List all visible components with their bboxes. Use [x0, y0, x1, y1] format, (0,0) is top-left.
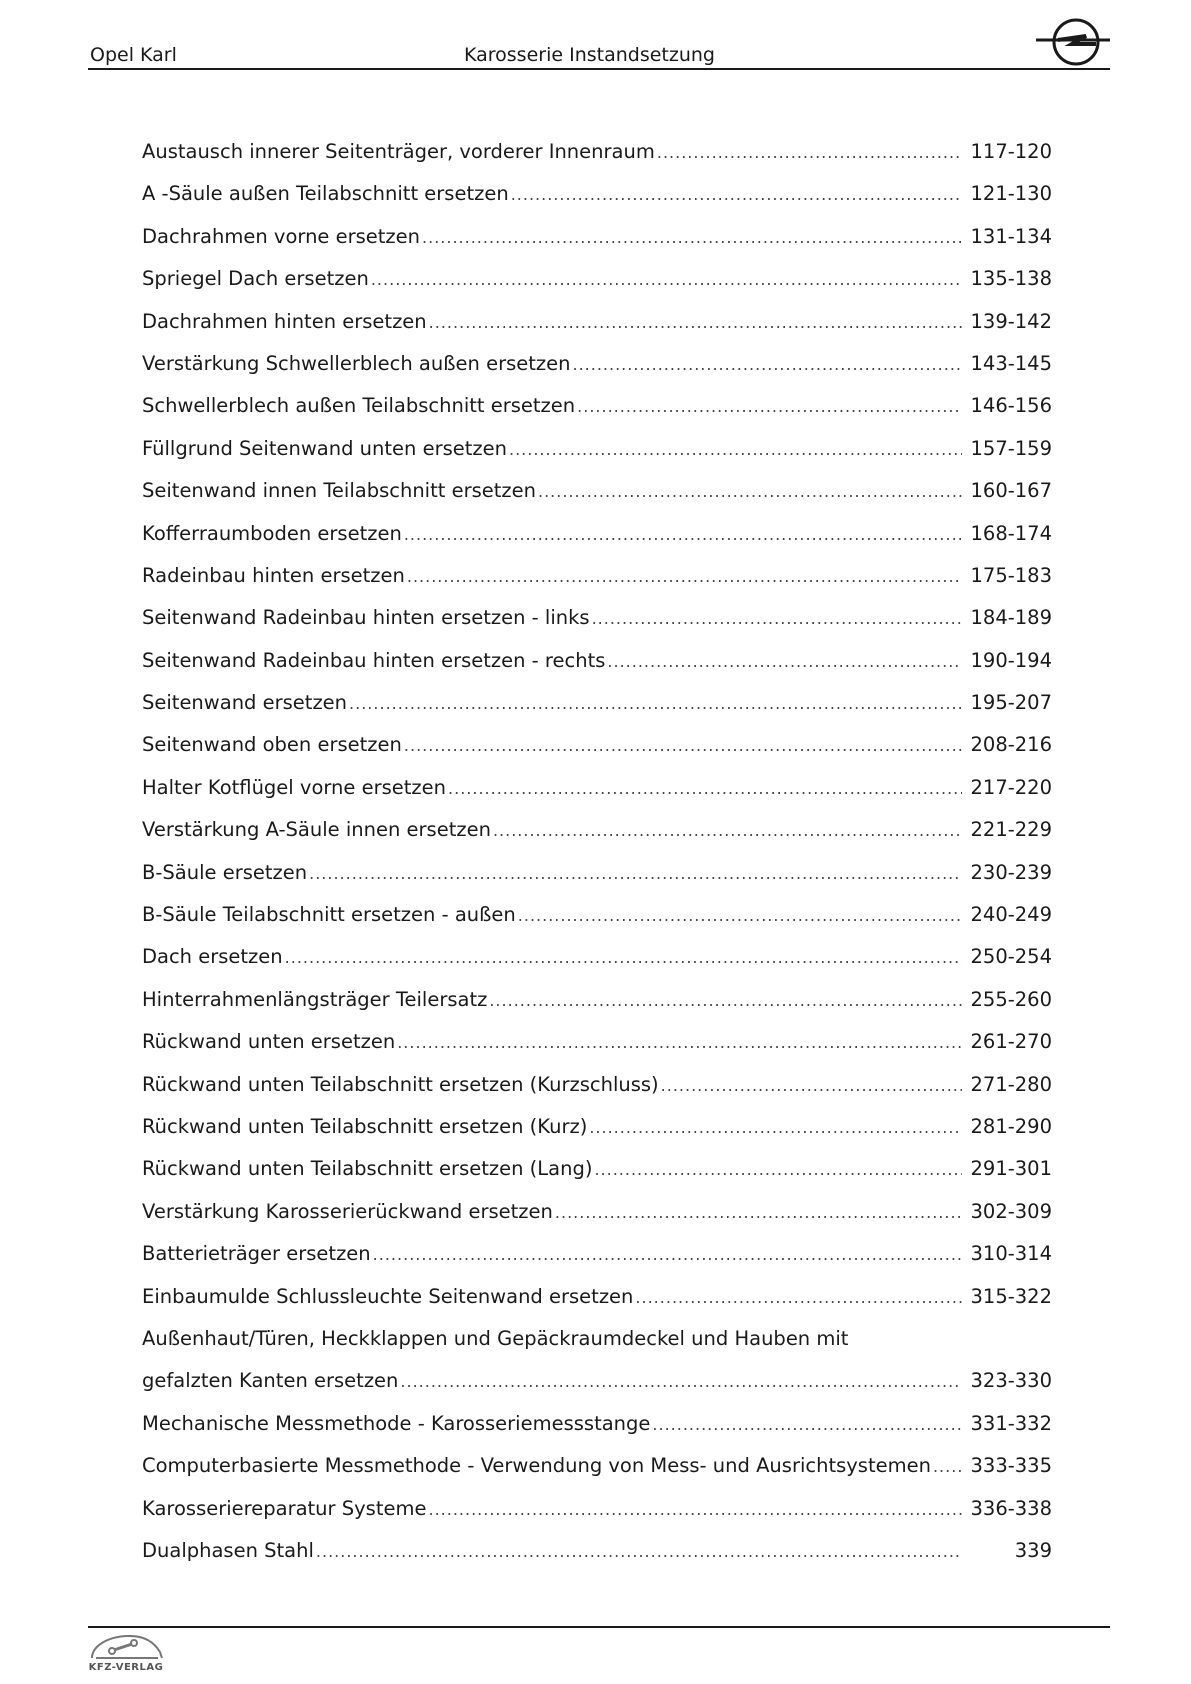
toc-entry[interactable] [142, 182, 1052, 224]
toc-entry[interactable] [142, 818, 1052, 860]
opel-logo-icon [1036, 14, 1110, 70]
toc-entry-title: Dualphasen Stahl [142, 1538, 314, 1562]
toc-entry-page: 117-120 [970, 140, 1052, 163]
toc-entry-title: Rückwand unten Teilabschnitt ersetzen (Kurz) [142, 1114, 588, 1138]
toc-entry-title: Spriegel Dach ersetzen [142, 267, 369, 291]
toc-entry-page: 255-260 [970, 987, 1052, 1011]
toc-leader-dots [428, 1498, 962, 1522]
toc-leader-dots [489, 989, 962, 1013]
toc-entry-title: Seitenwand Radeinbau hinten ersetzen - rechts [142, 648, 606, 672]
kfz-verlag-car-icon [86, 1632, 166, 1664]
toc-leader-dots [518, 904, 962, 928]
toc-entry-title: Seitenwand innen Teilabschnitt ersetzen [142, 479, 536, 503]
toc-leader-dots [511, 183, 962, 207]
toc-entry-title: Computerbasierte Messmethode - Verwendung von Mess- und Ausrichtsystemen [142, 1454, 931, 1478]
toc-leader-dots [422, 226, 962, 250]
header-vehicle-title: Opel Karl [90, 44, 177, 66]
toc-entry-title: gefalzten Kanten ersetzen [142, 1369, 399, 1393]
toc-leader-dots [538, 480, 962, 504]
toc-entry[interactable] [142, 394, 1052, 436]
toc-leader-dots [400, 1370, 962, 1394]
toc-entry-title: Außenhaut/Türen, Heckklappen und Gepäckraumdeckel und Hauben mit [142, 1326, 849, 1350]
toc-leader-dots [349, 692, 962, 716]
toc-entry[interactable] [142, 861, 1052, 903]
toc-entry-page: 221-229 [970, 818, 1052, 842]
toc-entry-page: 336-338 [970, 1496, 1052, 1520]
toc-entry-title: B-Säule Teilabschnitt ersetzen - außen [142, 903, 516, 927]
page-header [88, 0, 1110, 70]
toc-entry[interactable] [142, 1157, 1052, 1199]
toc-entry-page: 121-130 [970, 182, 1052, 206]
footer-logo-text: KFZ-VERLAG [88, 1662, 164, 1673]
toc-leader-dots [635, 1286, 962, 1310]
header-document-title: Karosserie Instandsetzung [464, 44, 715, 66]
toc-entry-title: Verstärkung Karosserierückwand ersetzen [142, 1199, 553, 1223]
toc-entry-page: 271-280 [970, 1072, 1052, 1096]
toc-entry-title: Seitenwand oben ersetzen [142, 733, 402, 757]
toc-entry-page: 302-309 [970, 1199, 1052, 1223]
toc-entry-page: 195-207 [970, 691, 1052, 715]
toc-entry-title: Radeinbau hinten ersetzen [142, 563, 405, 587]
toc-entry-page: 217-220 [970, 775, 1052, 799]
toc-entry-title: Rückwand unten ersetzen [142, 1030, 396, 1054]
toc-entry-page: 143-145 [970, 351, 1052, 375]
toc-leader-dots [316, 1540, 962, 1564]
toc-entry-page: 146-156 [970, 394, 1052, 418]
toc-leader-dots [652, 1413, 962, 1437]
toc-leader-dots [407, 565, 962, 589]
toc-entry[interactable] [142, 437, 1052, 479]
toc-entry-page: 291-301 [970, 1157, 1052, 1181]
toc-entry-title: Einbaumulde Schlussleuchte Seitenwand ersetzen [142, 1284, 634, 1308]
toc-entry-page: 190-194 [970, 648, 1052, 672]
kfz-verlag-logo [86, 1632, 166, 1680]
toc-entry[interactable] [142, 1242, 1052, 1284]
toc-entry[interactable] [142, 733, 1052, 775]
header-divider [88, 68, 1110, 70]
toc-entry-page: 230-239 [970, 860, 1052, 884]
toc-leader-dots [404, 523, 962, 547]
toc-leader-dots [661, 1074, 962, 1098]
toc-entry-title: Karosseriereparatur Systeme [142, 1496, 427, 1520]
toc-entry[interactable] [142, 225, 1052, 267]
toc-leader-dots [555, 1201, 962, 1225]
toc-entry-page: 323-330 [970, 1369, 1052, 1393]
toc-entry[interactable] [142, 1115, 1052, 1157]
toc-leader-dots [371, 268, 962, 292]
toc-entry[interactable] [142, 1369, 1052, 1411]
toc-entry-title: Mechanische Messmethode - Karosseriemessstange [142, 1411, 651, 1435]
toc-entry-title: Verstärkung A-Säule innen ersetzen [142, 818, 491, 842]
toc-leader-dots [429, 311, 962, 335]
toc-leader-dots [577, 395, 962, 419]
toc-entry[interactable] [142, 1200, 1052, 1242]
toc-entry-page: 333-335 [970, 1454, 1052, 1478]
toc-entry-page: 261-270 [970, 1030, 1052, 1054]
toc-leader-dots [397, 1031, 962, 1055]
toc-leader-dots [493, 819, 962, 843]
toc-leader-dots [607, 650, 962, 674]
toc-leader-dots [589, 1116, 962, 1140]
toc-entry-title: Batterieträger ersetzen [142, 1242, 371, 1266]
toc-entry[interactable] [142, 945, 1052, 987]
toc-entry[interactable] [142, 140, 1052, 182]
toc-entry[interactable] [142, 564, 1052, 606]
toc-entry[interactable] [142, 1327, 1052, 1369]
toc-entry-page: 240-249 [970, 903, 1052, 927]
toc-leader-dots [309, 862, 962, 886]
toc-entry-page: 131-134 [970, 224, 1052, 248]
toc-entry-title: Schwellerblech außen Teilabschnitt ersetzen [142, 394, 576, 418]
toc-leader-dots [404, 734, 962, 758]
toc-leader-dots [509, 438, 962, 462]
toc-entry-title: Austausch innerer Seitenträger, vorderer Innenraum [142, 140, 655, 163]
toc-entry-page: 281-290 [970, 1114, 1052, 1138]
toc-entry[interactable] [142, 776, 1052, 818]
toc-entry-title: Halter Kotflügel vorne ersetzen [142, 775, 447, 799]
toc-entry-page: 157-159 [970, 436, 1052, 460]
toc-leader-dots [592, 607, 962, 631]
toc-entry-page: 310-314 [970, 1242, 1052, 1266]
toc-entry[interactable] [142, 310, 1052, 352]
toc-entry[interactable] [142, 1285, 1052, 1327]
toc-entry[interactable] [142, 988, 1052, 1030]
toc-entry-title: Seitenwand Radeinbau hinten ersetzen - links [142, 606, 590, 630]
toc-entry-page: 315-322 [970, 1284, 1052, 1308]
toc-leader-dots [285, 946, 962, 970]
toc-entry-title: Hinterrahmenlängsträger Teilersatz [142, 987, 488, 1011]
toc-entry[interactable] [142, 479, 1052, 521]
toc-entry-page: 208-216 [970, 733, 1052, 757]
footer-divider [88, 1626, 1110, 1628]
toc-leader-dots [373, 1243, 962, 1267]
toc-entry[interactable] [142, 352, 1052, 394]
toc-leader-dots [594, 1158, 962, 1182]
toc-entry-page: 331-332 [970, 1411, 1052, 1435]
toc-entry[interactable] [142, 1497, 1052, 1539]
toc-entry-title: Verstärkung Schwellerblech außen ersetzen [142, 351, 571, 375]
toc-entry-page: 135-138 [970, 267, 1052, 291]
toc-entry-title: A -Säule außen Teilabschnitt ersetzen [142, 182, 509, 206]
table-of-contents [142, 140, 1052, 1581]
toc-leader-dots [657, 141, 962, 165]
toc-entry-page: 168-174 [970, 521, 1052, 545]
toc-entry[interactable] [142, 1073, 1052, 1115]
toc-entry-title: Rückwand unten Teilabschnitt ersetzen (Lang) [142, 1157, 593, 1181]
toc-entry[interactable] [142, 1030, 1052, 1072]
toc-entry[interactable] [142, 1454, 1052, 1496]
toc-entry[interactable] [142, 691, 1052, 733]
toc-leader-dots [933, 1455, 962, 1479]
toc-entry-page: 139-142 [970, 309, 1052, 333]
toc-entry[interactable] [142, 1412, 1052, 1454]
toc-entry-title: B-Säule ersetzen [142, 860, 308, 884]
toc-entry-title: Dach ersetzen [142, 945, 283, 969]
toc-entry[interactable] [142, 522, 1052, 564]
toc-entry[interactable] [142, 606, 1052, 648]
toc-entry-page: 184-189 [970, 606, 1052, 630]
toc-entry[interactable] [142, 267, 1052, 309]
toc-entry-title: Rückwand unten Teilabschnitt ersetzen (Kurzschluss) [142, 1072, 659, 1096]
toc-entry-title: Seitenwand ersetzen [142, 691, 348, 715]
toc-leader-dots [448, 777, 962, 801]
toc-entry[interactable] [142, 903, 1052, 945]
toc-entry[interactable] [142, 649, 1052, 691]
toc-entry-title: Dachrahmen hinten ersetzen [142, 309, 427, 333]
toc-entry-page: 160-167 [970, 479, 1052, 503]
toc-entry-title: Dachrahmen vorne ersetzen [142, 224, 421, 248]
toc-entry[interactable] [142, 1539, 1052, 1581]
toc-entry-title: Füllgrund Seitenwand unten ersetzen [142, 436, 507, 460]
toc-entry-page: 175-183 [970, 563, 1052, 587]
toc-leader-dots [572, 353, 962, 377]
toc-entry-page: 250-254 [970, 945, 1052, 969]
toc-entry-title: Kofferraumboden ersetzen [142, 521, 402, 545]
toc-entry-page: 339 [1014, 1538, 1052, 1562]
